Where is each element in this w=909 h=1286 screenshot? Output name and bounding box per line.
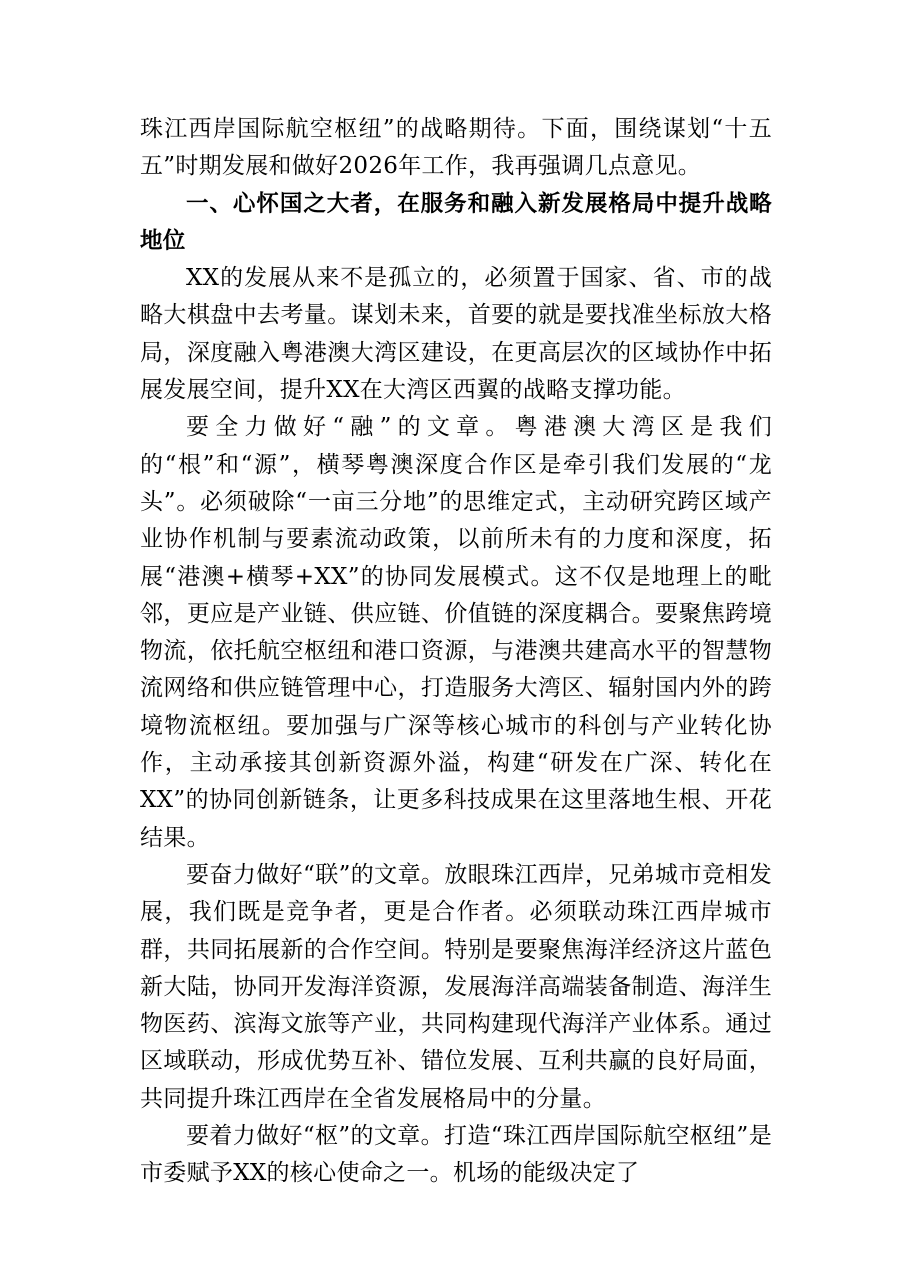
body-paragraph-2: 要全力做好“融”的文章。粤港澳大湾区是我们的“根”和“源”，横琴粤澳深度合作区是牵引我们发展的“龙头”。必须破除“一亩三分地”的思维定式，主动研究跨区域产业协作机制与要素流动政策，以前所未有的力度和深度，拓展“港澳+横琴+XX”的协同发展模式。这不仅是地理上的毗邻，更应是产业链、供应链、价值链的深度耦合。要聚焦跨境物流，依托航空枢纽和港口资源，与港澳共建高水平的智慧物流网络和供应链管理中心，打造服务大湾区、辐射国内外的跨境物流枢纽。要加强与广深等核心城市的科创与产业转化协作，主动承接其创新资源外溢，构建“研发在广深、转化在XX”的协同创新链条，让更多科技成果在这里落地生根、开花结果。: [140, 414, 772, 851]
intro-continuation-paragraph: 珠江西岸国际航空枢纽”的战略期待。下面，围绕谋划“十五五”时期发展和做好2026年工作，我再强调几点意见。: [140, 116, 772, 180]
section-heading: 一、心怀国之大者，在服务和融入新发展格局中提升战略地位: [140, 190, 772, 254]
document-body: [140, 111, 772, 1193]
body-paragraph-3: 要奋力做好“联”的文章。放眼珠江西岸，兄弟城市竞相发展，我们既是竞争者，更是合作者。必须联动珠江西岸城市群，共同拓展新的合作空间。特别是要聚焦海洋经济这片蓝色新大陆，协同开发海洋资源，发展海洋高端装备制造、海洋生物医药、滨海文旅等产业，共同构建现代海洋产业体系。通过区域联动，形成优势互补、错位发展、互利共赢的良好局面，共同提升珠江西岸在全省发展格局中的分量。: [140, 861, 772, 1112]
body-paragraph-1: XX的发展从来不是孤立的，必须置于国家、省、市的战略大棋盘中去考量。谋划未来，首要的就是要找准坐标放大格局，深度融入粤港澳大湾区建设，在更高层次的区域协作中拓展发展空间，提升XX在大湾区西翼的战略支撑功能。: [140, 265, 772, 404]
body-paragraph-4: 要着力做好“枢”的文章。打造“珠江西岸国际航空枢纽”是市委赋予XX的核心使命之一。机场的能级决定了: [140, 1123, 772, 1187]
